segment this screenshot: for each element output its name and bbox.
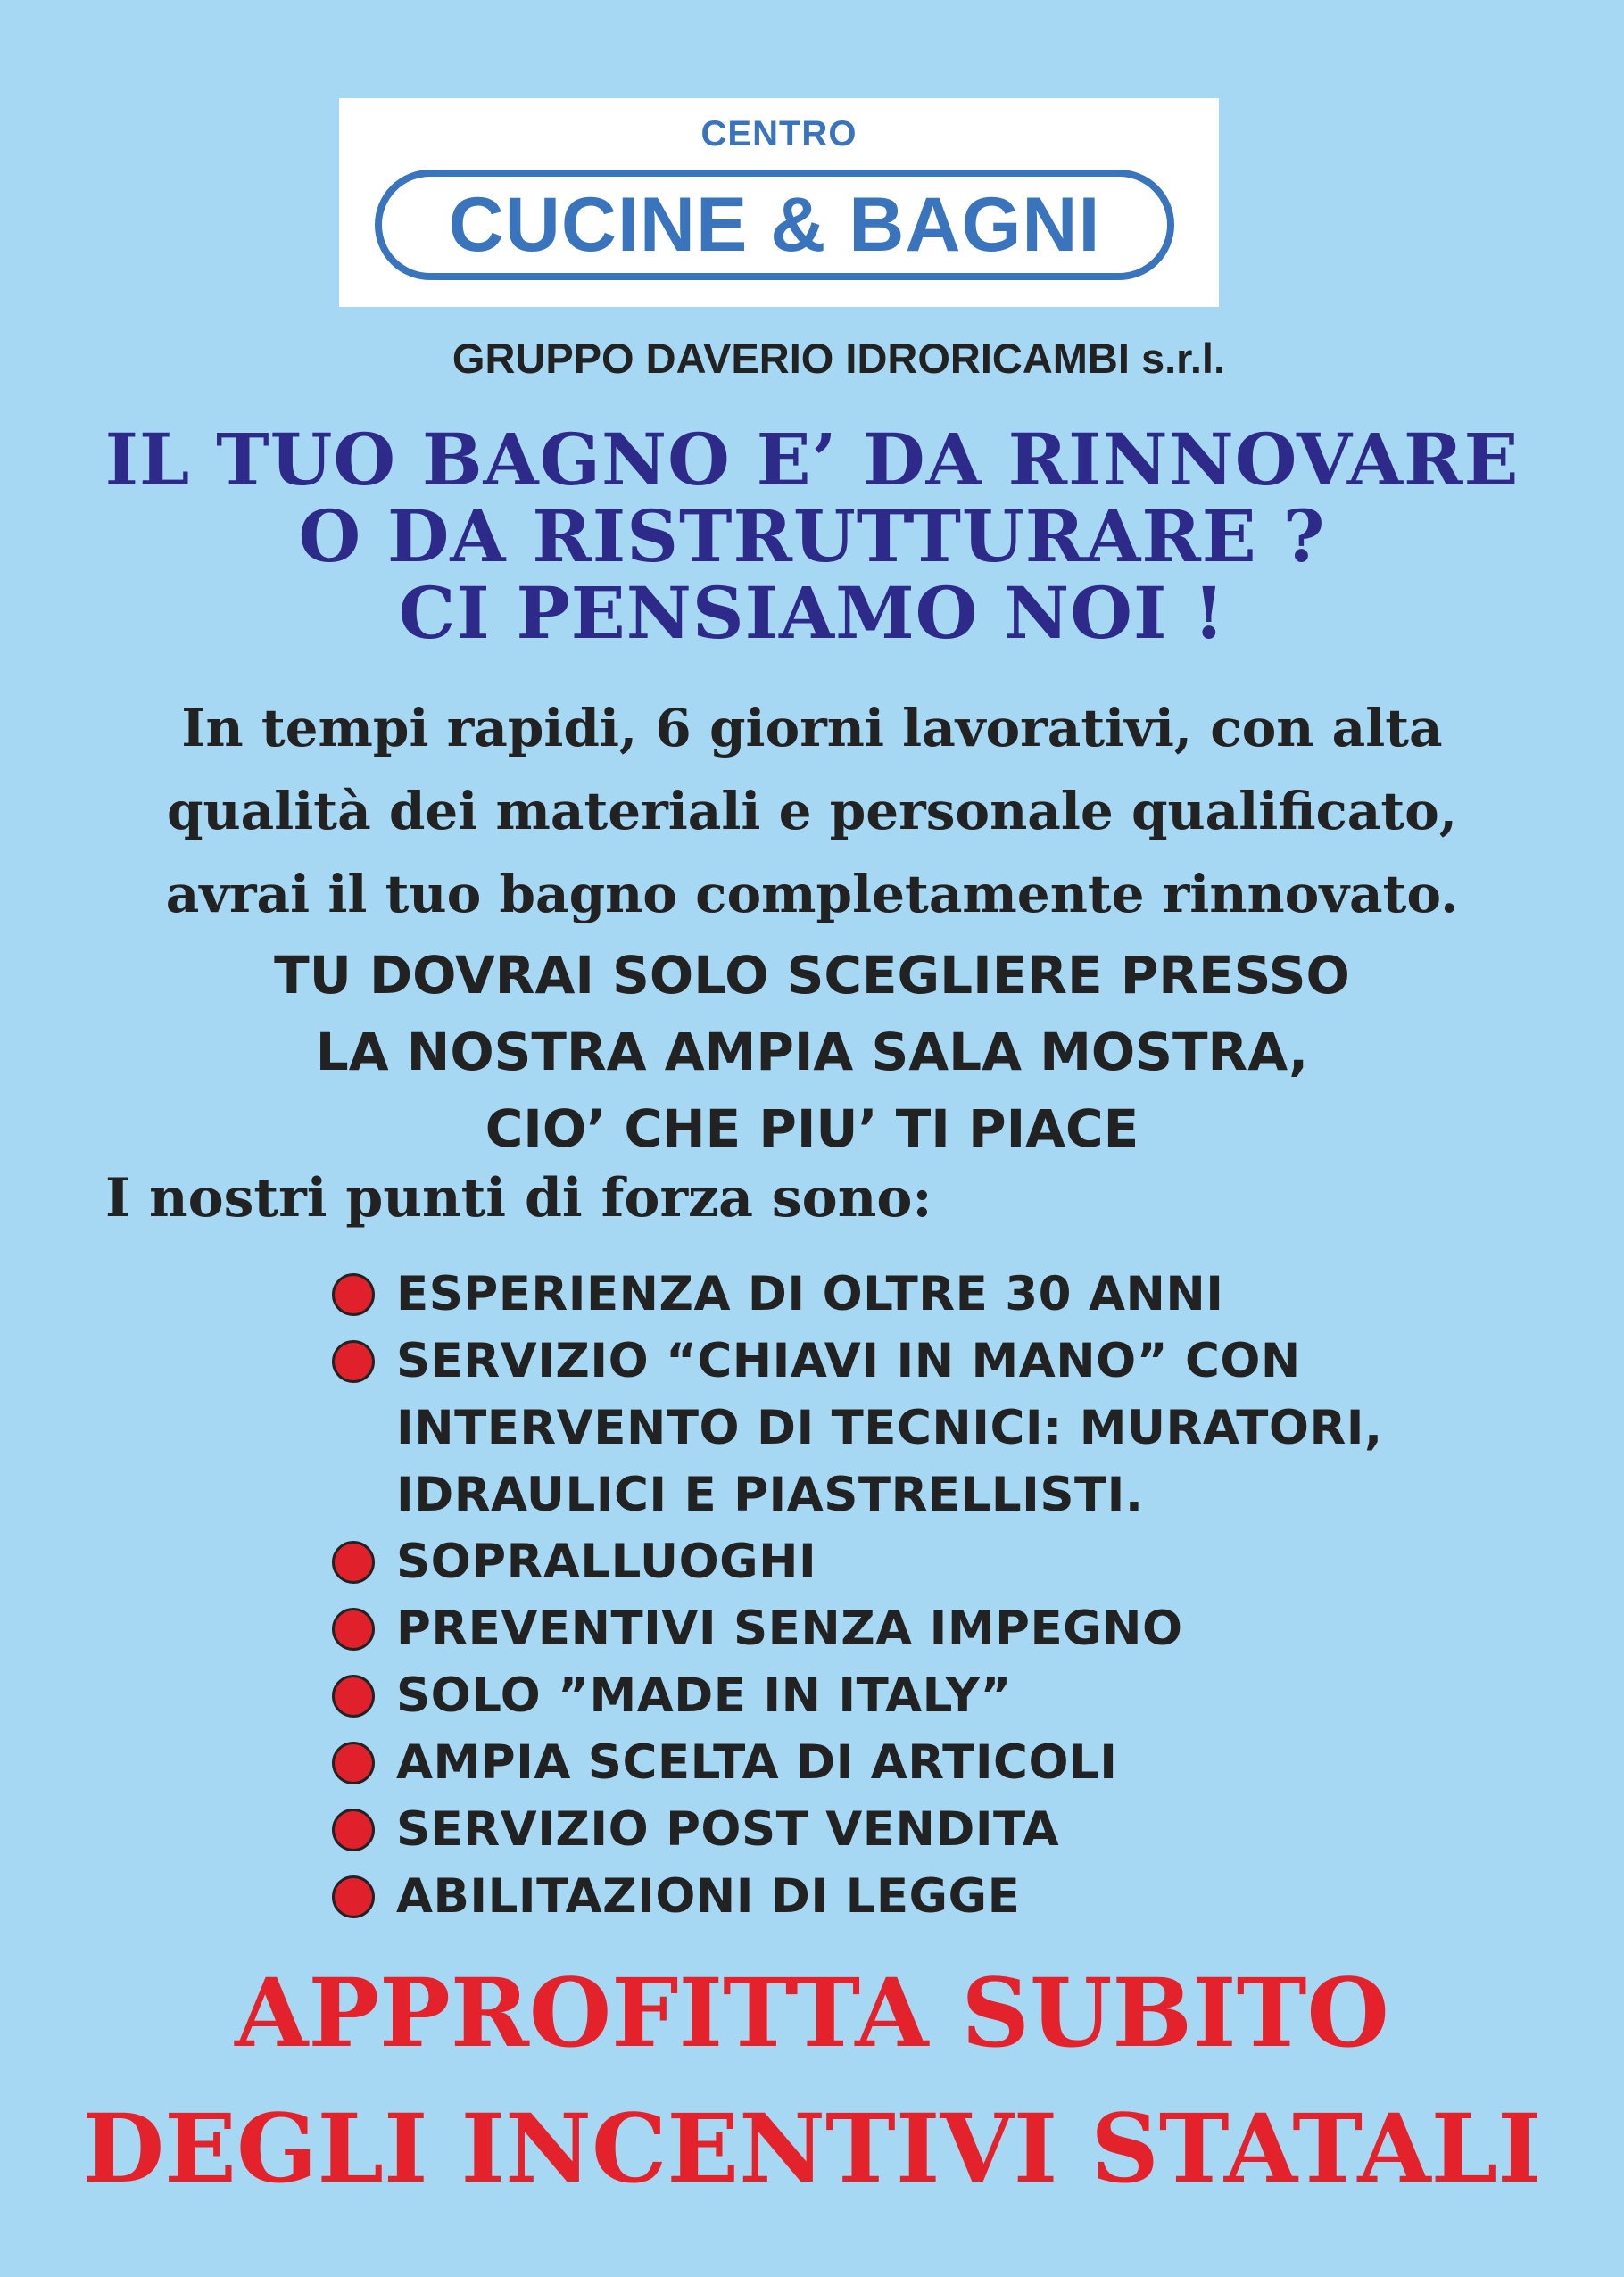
showroom-line: TU DOVRAI SOLO SCEGLIERE PRESSO	[274, 945, 1350, 1006]
list-item-text: SERVIZIO POST VENDITA	[396, 1802, 1060, 1857]
logo-top-word: CENTRO	[700, 114, 858, 153]
body-line: qualità dei materiali e personale qualificato,	[166, 781, 1458, 841]
body-line: avrai il tuo bagno completamente rinnovato.	[165, 864, 1459, 924]
logo	[339, 98, 1219, 307]
list-item	[332, 1863, 1383, 1930]
list-item	[332, 1729, 1383, 1796]
list-item-text: SOPRALLUOGHI	[396, 1535, 817, 1589]
list-item-text: SOLO ”MADE IN ITALY”	[396, 1668, 1012, 1723]
strengths-title: I nostri punti di forza sono:	[105, 1167, 932, 1230]
bullet-icon	[332, 1809, 375, 1851]
list-item-text: INTERVENTO DI TECNICI: MURATORI,	[396, 1401, 1383, 1455]
list-item	[332, 1662, 1383, 1729]
showroom-line: LA NOSTRA AMPIA SALA MOSTRA,	[315, 1022, 1309, 1082]
list-item-text: IDRAULICI E PIASTRELLISTI.	[396, 1468, 1144, 1522]
strengths-list	[332, 1261, 1383, 1930]
showroom-paragraph	[0, 937, 1624, 1167]
headline-line: IL TUO BAGNO E’ DA RINNOVARE	[104, 418, 1520, 501]
list-item-text: ESPERIENZA DI OLTRE 30 ANNI	[396, 1267, 1224, 1321]
list-item-text: AMPIA SCELTA DI ARTICOLI	[396, 1735, 1118, 1790]
bullet-icon	[332, 1675, 375, 1718]
list-item	[332, 1796, 1383, 1863]
list-item	[332, 1328, 1383, 1528]
bullet-icon	[332, 1608, 375, 1651]
cta-line: DEGLI INCENTIVI STATALI	[82, 2092, 1542, 2204]
list-item-text: PREVENTIVI SENZA IMPEGNO	[396, 1602, 1183, 1656]
bullet-icon	[332, 1273, 375, 1316]
body-line: In tempi rapidi, 6 giorni lavorativi, con alta	[181, 698, 1443, 758]
bullet-icon	[332, 1742, 375, 1784]
headline-line: O DA RISTRUTTURARE ?	[298, 494, 1326, 578]
list-item	[332, 1261, 1383, 1328]
bullet-icon	[332, 1340, 375, 1383]
company-name: GRUPPO DAVERIO IDRORICAMBI s.r.l.	[452, 335, 1226, 382]
list-item-text: ABILITAZIONI DI LEGGE	[396, 1869, 1021, 1924]
headline-line: CI PENSIAMO NOI !	[398, 571, 1226, 655]
bullet-icon	[332, 1875, 375, 1918]
list-item-text: SERVIZIO “CHIAVI IN MANO” CON	[396, 1334, 1301, 1388]
call-to-action	[0, 1945, 1624, 2216]
logo-pill	[375, 170, 1174, 280]
showroom-line: CIO’ CHE PIU’ TI PIACE	[485, 1098, 1139, 1159]
list-item	[332, 1528, 1383, 1595]
logo-name: CUCINE & BAGNI	[448, 182, 1101, 268]
headline	[0, 418, 1624, 655]
cta-line: APPROFITTA SUBITO	[235, 1957, 1389, 2068]
list-item	[332, 1595, 1383, 1662]
body-paragraph	[0, 687, 1624, 936]
bullet-icon	[332, 1541, 375, 1584]
